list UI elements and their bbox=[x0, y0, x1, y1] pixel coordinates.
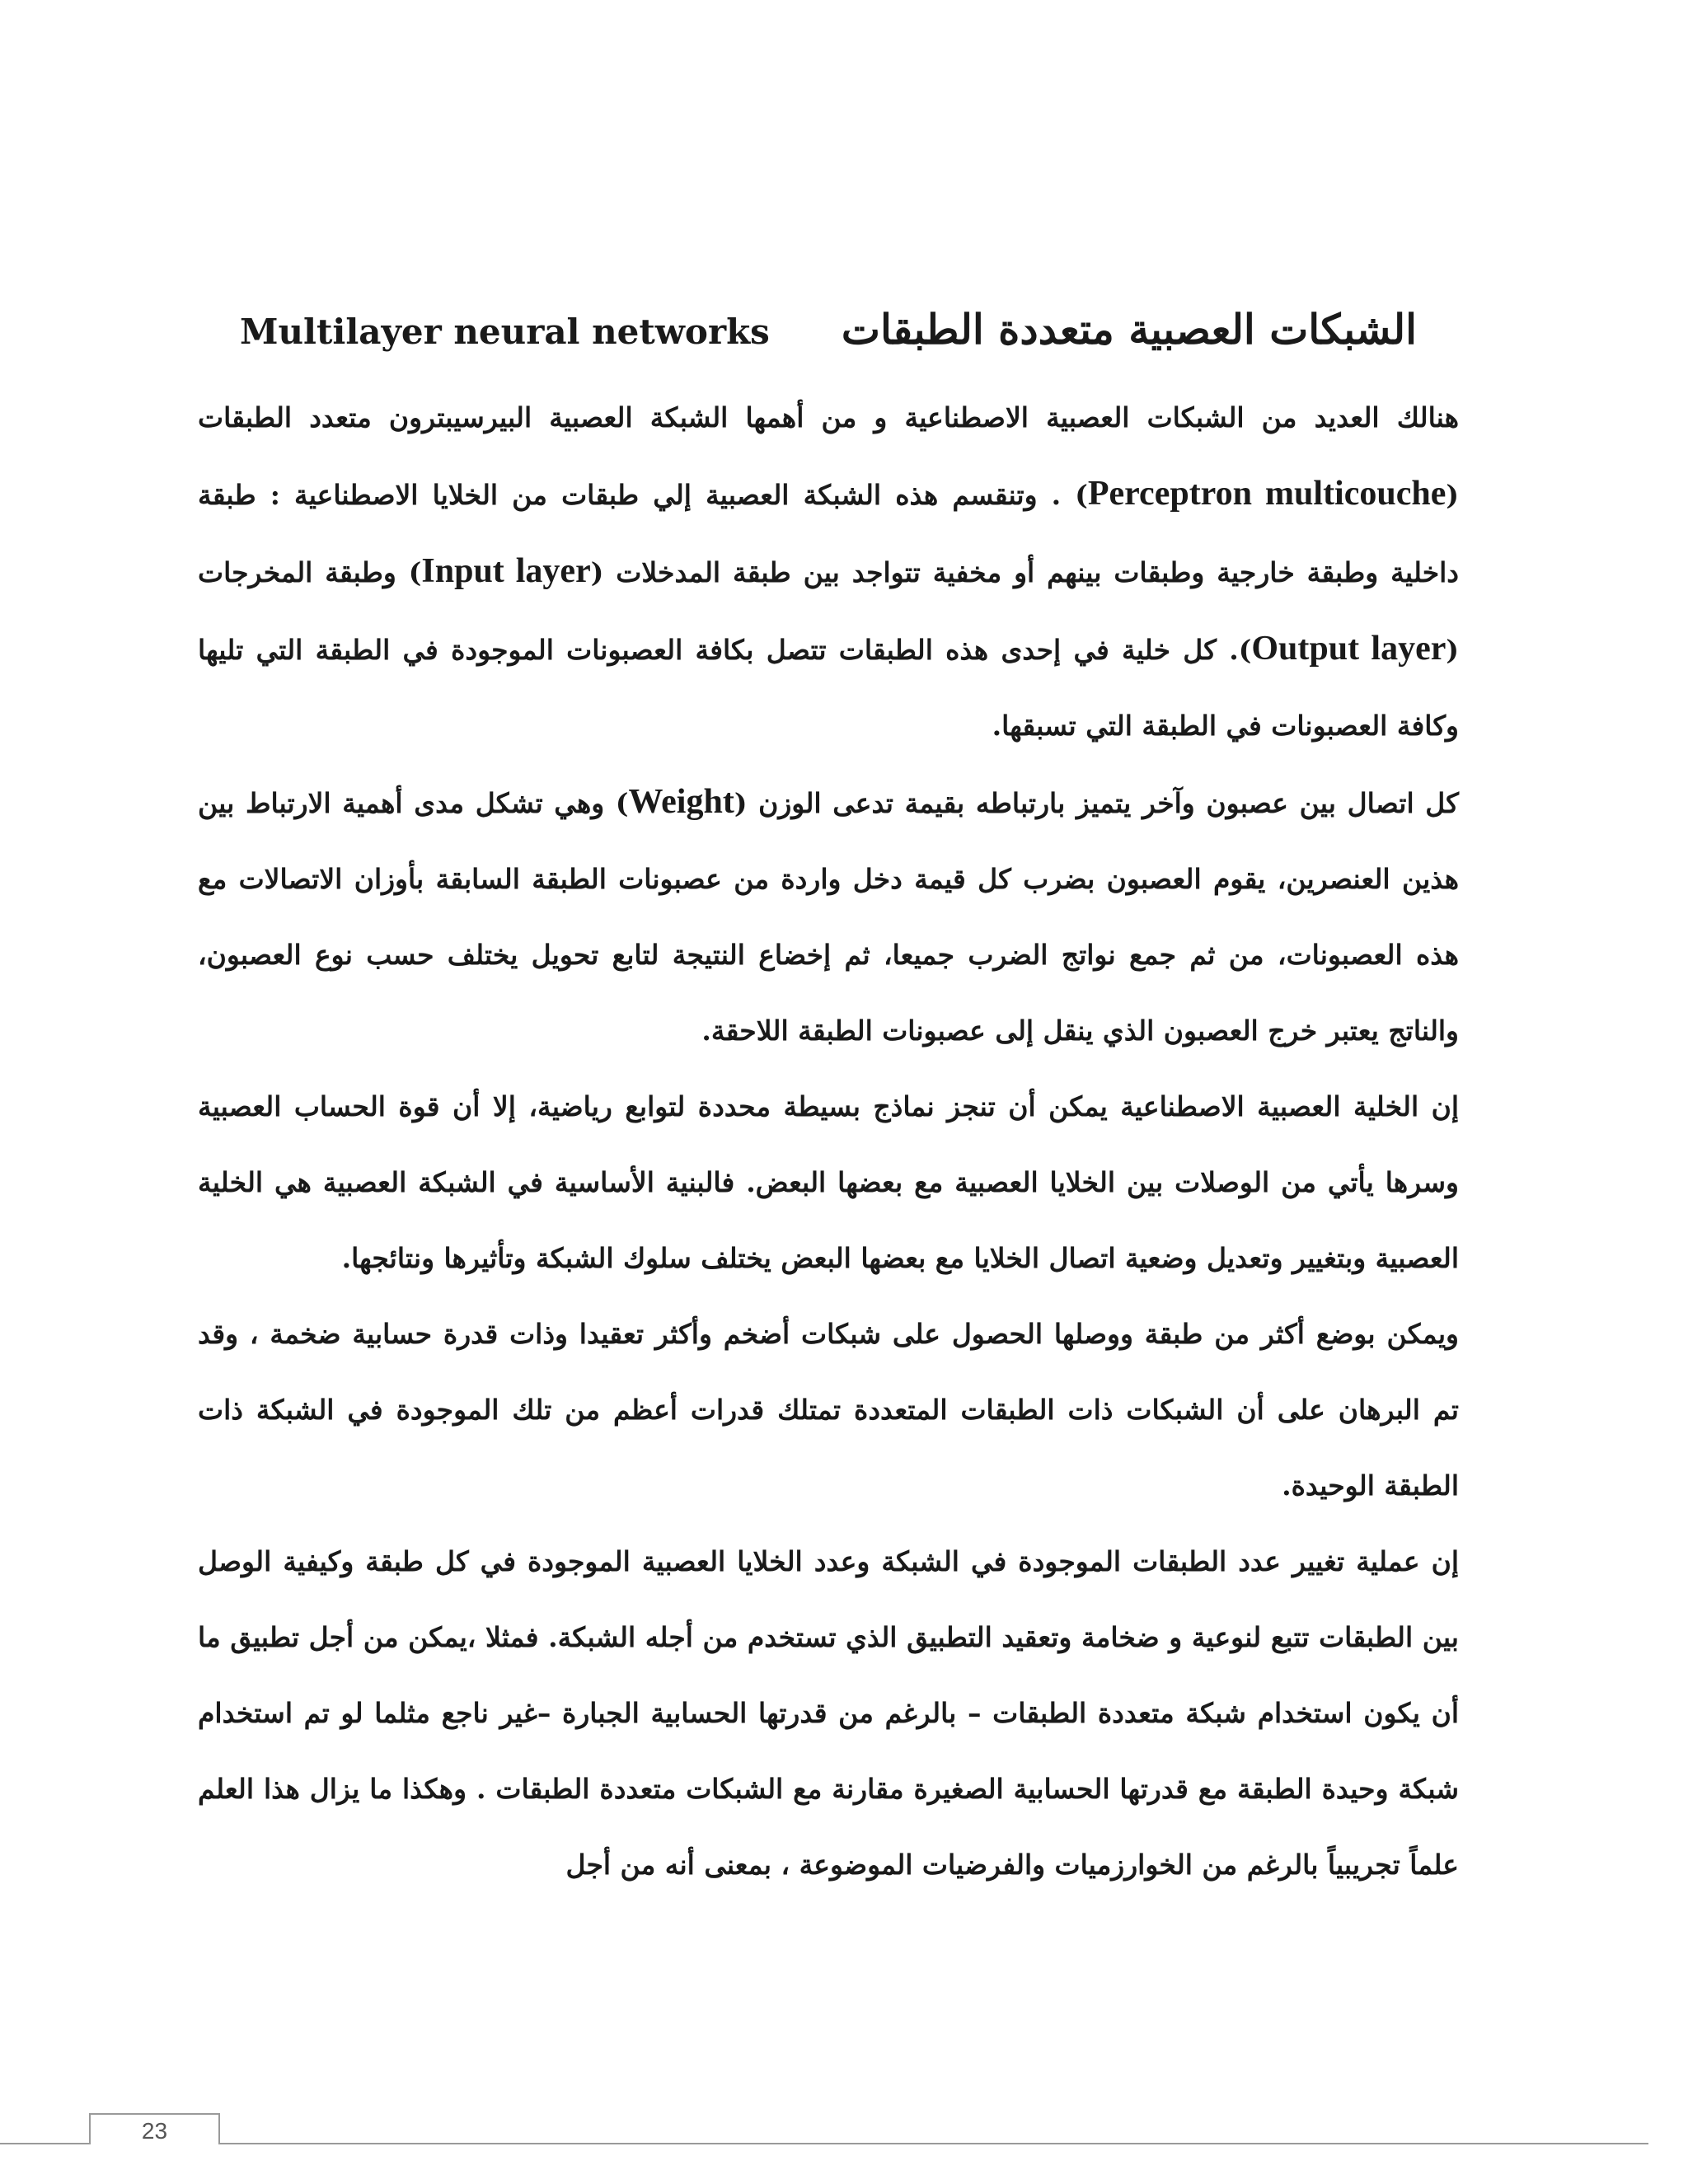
heading-latin: Multilayer neural networks bbox=[240, 312, 770, 352]
term-input-layer: Input layer bbox=[421, 552, 591, 590]
paragraph-2-text-1: كل اتصال بين عصبون وآخر يتميز بارتباطه بقيمة تدعى الوزن ( bbox=[734, 787, 1459, 819]
paragraph-4: ويمكن بوضع أكثر من طبقة ووصلها الحصول على شبكات أضخم وأكثر تعقيدا وذات قدرة حسابية ضخمة ، وقد تم البرهان على أن الشبكات ذات الطبقات المتعددة تمتلك قدرات أعظم من تلك الموجودة في الشبكة ذات الطبقة الوحيدة. bbox=[198, 1318, 1459, 1502]
footer-rule-left bbox=[0, 2143, 89, 2144]
paragraph-2 bbox=[198, 764, 1459, 1069]
footer-rule-right bbox=[218, 2143, 1648, 2144]
paragraph-1 bbox=[198, 380, 1459, 764]
term-perceptron: Perceptron multicouche bbox=[1087, 475, 1447, 513]
paragraph-1-text-2: ) . وتنقسم هذه الشبكة العصبية إلي طبقات من الخلايا الاصطناعية : طبقة داخلية وطبقة خارجية وطبقات بينهم أو مخفية تتواجد بين طبقة المدخلات ( bbox=[198, 479, 1460, 588]
heading-arabic: الشبكات العصبية متعددة الطبقات bbox=[841, 305, 1417, 354]
term-weight: Weight bbox=[628, 783, 734, 821]
term-output-layer: Output layer bbox=[1251, 630, 1447, 668]
page-footer bbox=[0, 2113, 1688, 2163]
section-heading bbox=[198, 297, 1459, 365]
paragraph-1-text-1: هنالك العديد من الشبكات العصبية الاصطناعية و من أهمها الشبكة العصبية البيرسيبترون متعدد الطبقات ( bbox=[198, 401, 1459, 511]
page-body bbox=[198, 297, 1459, 1903]
paragraph-3: إن الخلية العصبية الاصطناعية يمكن أن تنجز نماذج بسيطة محددة لتوابع رياضية، إلا أن قوة الحساب العصبية وسرها يأتي من الوصلات بين الخلايا العصبية مع بعضها البعض. فالبنية الأساسية في الشبكة العصبية هي الخلية العصبية وبتغيير وتعديل وضعية اتصال الخلايا مع بعضها البعض يختلف سلوك الشبكة وتأثيرها ونتائجها. bbox=[198, 1090, 1459, 1274]
paragraph-5: إن عملية تغيير عدد الطبقات الموجودة في الشبكة وعدد الخلايا العصبية الموجودة في كل طبقة وكيفية الوصل بين الطبقات تتبع لنوعية و ضخامة وتعقيد التطبيق الذي تستخدم من أجله الشبكة. فمثلا ،يمكن من أجل تطبيق ما أن يكون استخدام شبكة متعددة الطبقات – بالرغم من قدرتها الحسابية الجبارة –غير ناجع مثلما لو تم استخدام شبكة وحيدة الطبقة مع قدرتها الحسابية الصغيرة مقارنة مع الشبكات متعددة الطبقات . وهكذا ما يزال هذا العلم علماً تجريبياً بالرغم من الخوارزميات والفرضيات الموضوعة ، بمعنى أنه من أجل bbox=[198, 1545, 1459, 1881]
paragraph-2-text-2: ) وهي تشكل مدى أهمية الارتباط بين هذين العنصرين، يقوم العصبون بضرب كل قيمة دخل واردة من عصبونات الطبقة السابقة بأوزان الاتصالات مع هذه العصبونات، من ثم جمع نواتج الضرب جميعا، ثم إخضاع النتيجة لتابع تحويل يختلف حسب نوع العصبون، والناتج يعتبر خرج العصبون الذي ينقل إلى عصبونات الطبقة اللاحقة. bbox=[198, 787, 1459, 1047]
paragraph-1-text-3: ) وطبقة المخرجات ( bbox=[198, 556, 1459, 666]
page-number: 23 bbox=[89, 2113, 220, 2144]
paragraph-1-text-4: ). كل خلية في إحدى هذه الطبقات تتصل بكافة العصبونات الموجودة في الطبقة التي تليها وكافة العصبونات في الطبقة التي تسبقها. bbox=[198, 634, 1459, 742]
